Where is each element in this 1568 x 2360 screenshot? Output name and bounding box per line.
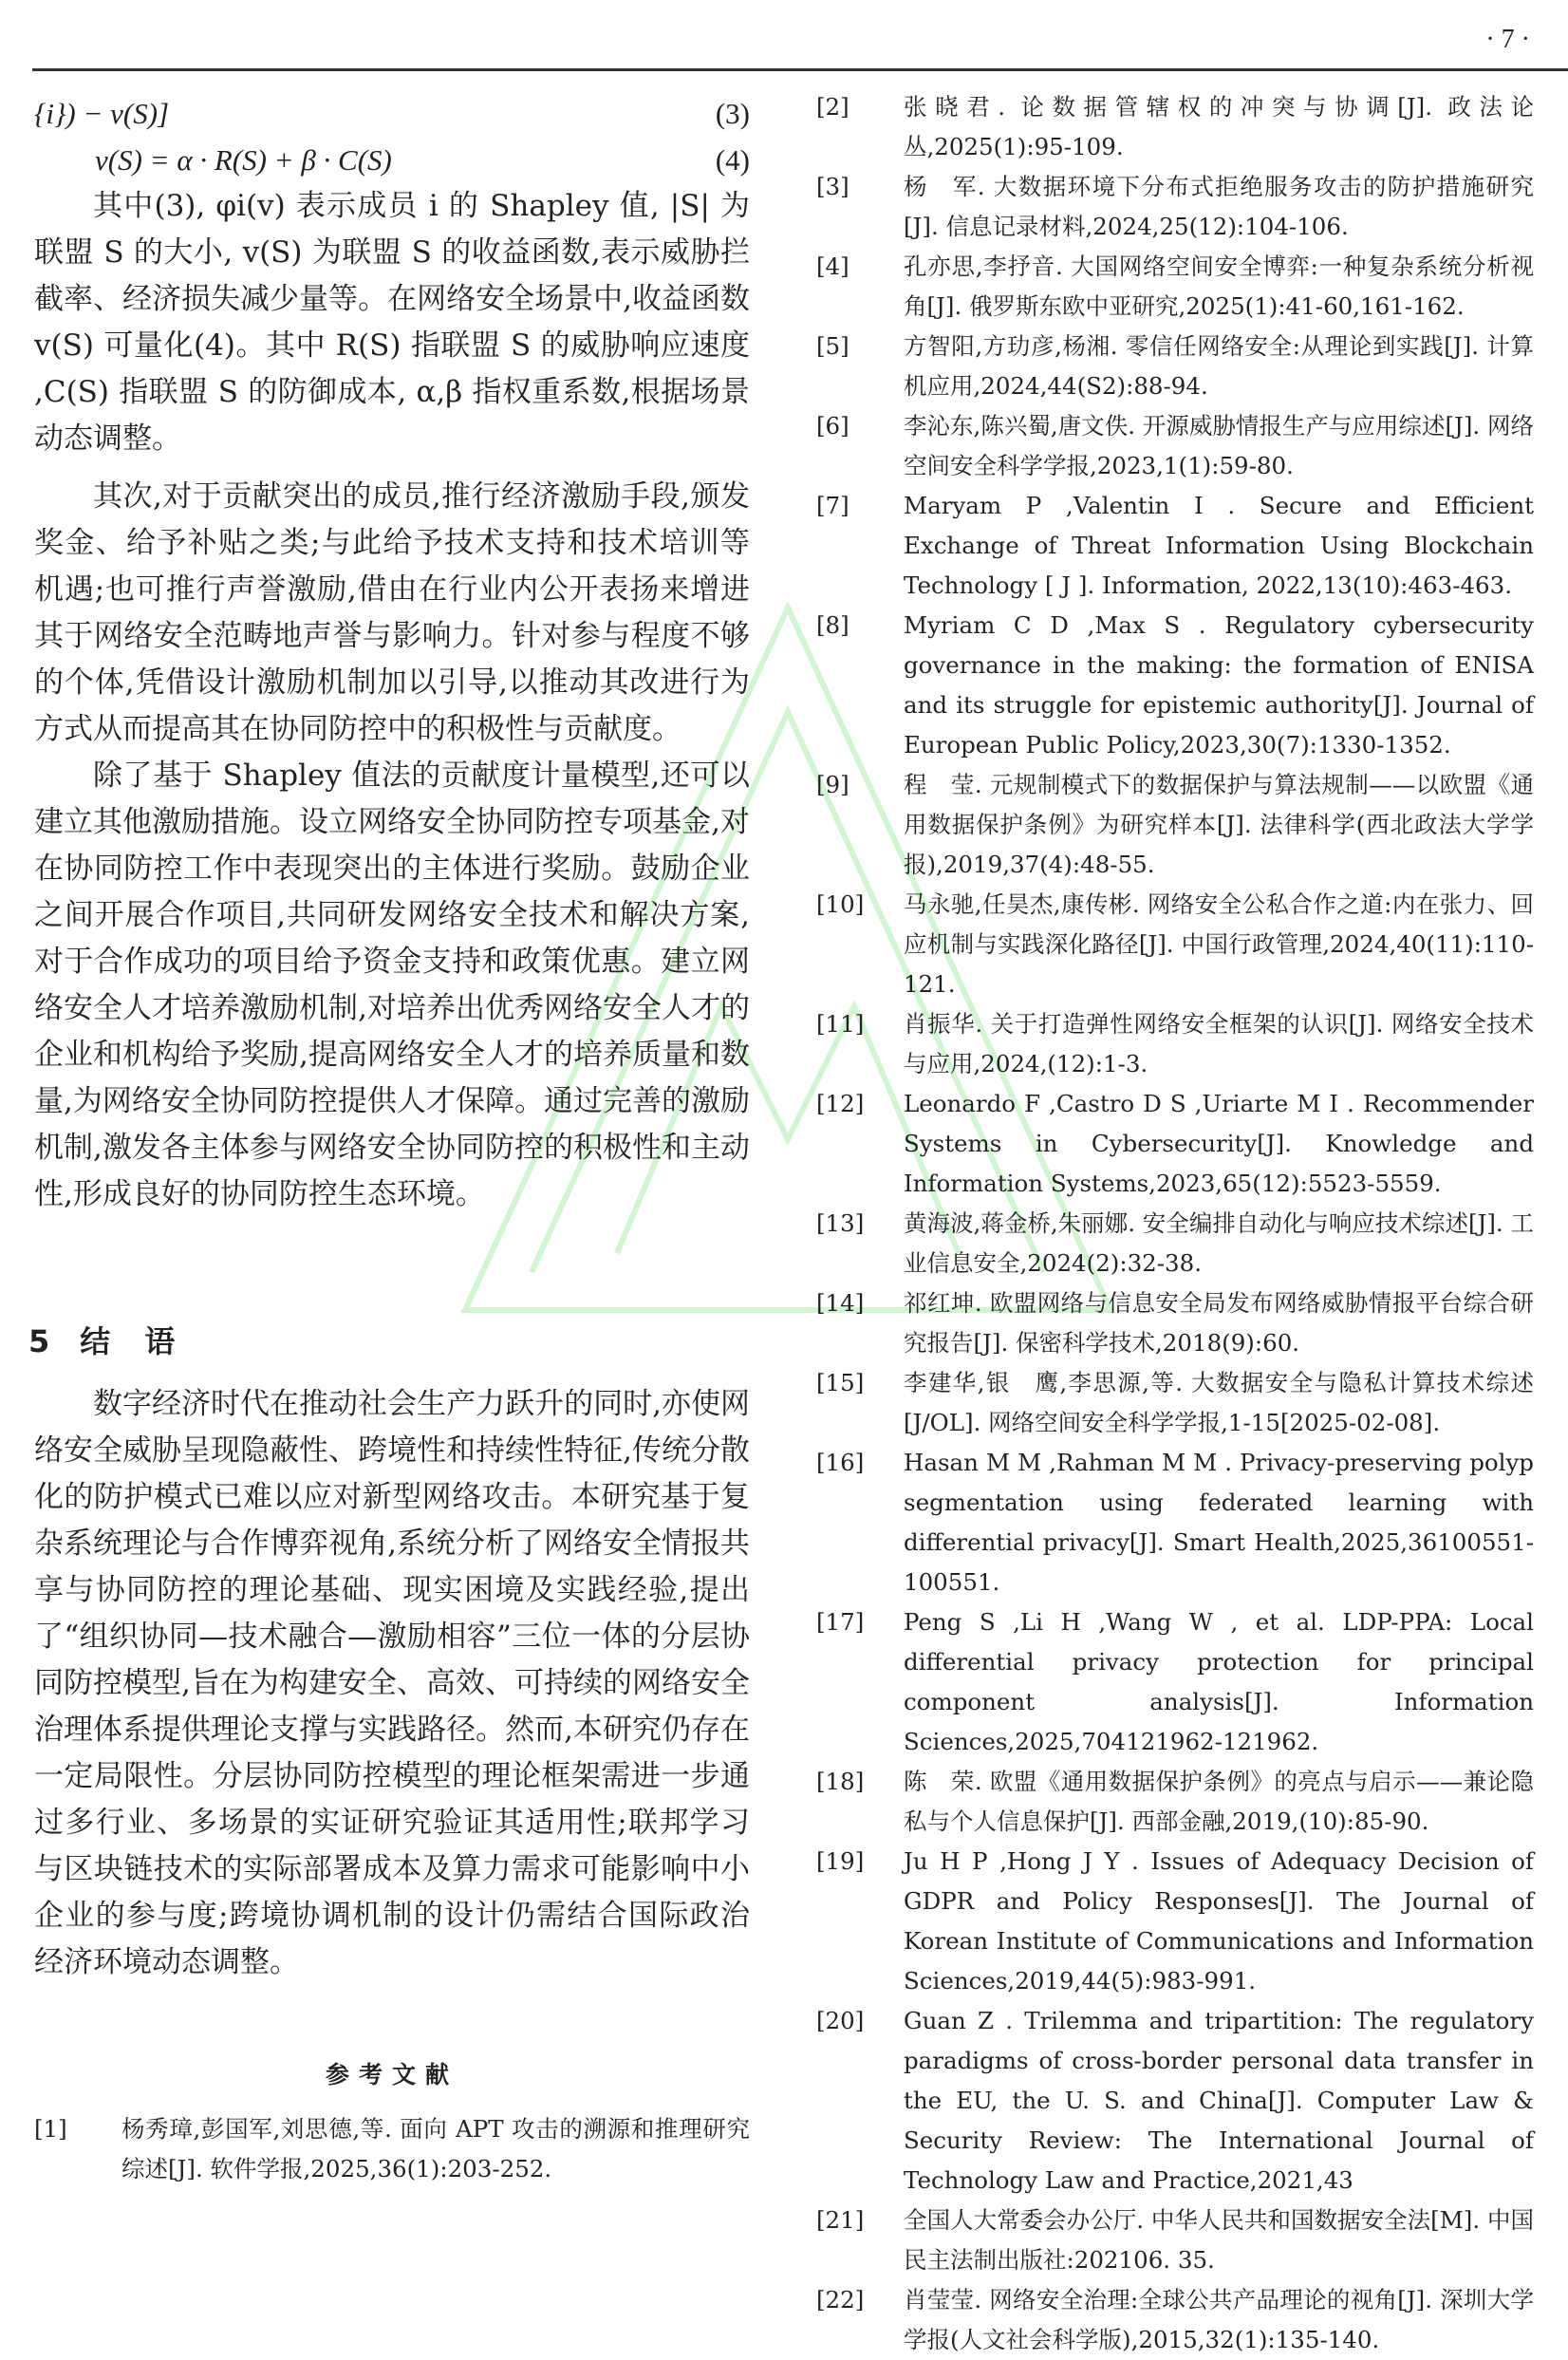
reference-number: [21] <box>816 2206 865 2234</box>
reference-text: 陈 荣. 欧盟《通用数据保护条例》的亮点与启示——兼论隐私与个人信息保护[J]. 西部金融,2019,(10):85-90. <box>904 1768 1534 1835</box>
reference-item <box>816 1363 1534 1443</box>
reference-item <box>816 606 1534 765</box>
reference-item <box>816 2201 1534 2280</box>
equation-4: v(S) = α · R(S) + β · C(S) (4) <box>95 143 750 177</box>
reference-item <box>816 1004 1534 1084</box>
reference-item <box>816 1084 1534 1204</box>
reference-text: 张晓君. 论数据管辖权的冲突与协调[J]. 政法论丛,2025(1):95-109. <box>904 93 1534 160</box>
paragraph: 除了基于 Shapley 值法的贡献度计量模型,还可以建立其他激励措施。设立网络安全协同防控专项基金,对在协同防控工作中表现突出的主体进行奖励。鼓励企业之间开展合作项目,共同研发网络安全技术和解决方案,对于合作成功的项目给予资金支持和政策优惠。建立网络安全人才培养激励机制,对培养出优秀网络安全人才的企业和机构给予奖励,提高网络安全人才的培养质量和数量,为网络安全协同防控提供人才保障。通过完善的激励机制,激发各主体参与网络安全协同防控的积极性和主动性,形成良好的协同防控生态环境。 <box>34 759 750 1211</box>
reference-item <box>816 486 1534 606</box>
reference-text: 黄海波,蒋金桥,朱丽娜. 安全编排自动化与响应技术综述[J]. 工业信息安全,2024(2):32-38. <box>904 1209 1534 1277</box>
reference-item <box>816 327 1534 406</box>
reference-text: 肖莹莹. 网络安全治理:全球公共产品理论的视角[J]. 深圳大学学报(人文社会科学版),2015,32(1):135-140. <box>904 2286 1534 2353</box>
reference-item <box>816 406 1534 486</box>
reference-text: 肖振华. 关于打造弹性网络安全框架的认识[J]. 网络安全技术与应用,2024,(12):1-3. <box>904 1010 1534 1077</box>
reference-text: 孔亦思,李抒音. 大国网络空间安全博弈:一种复杂系统分析视角[J]. 俄罗斯东欧中亚研究,2025(1):41-60,161-162. <box>904 253 1534 320</box>
reference-number: [22] <box>816 2286 865 2313</box>
reference-number: [19] <box>816 1847 865 1875</box>
reference-number: [16] <box>816 1449 865 1476</box>
page-number: · 7 · <box>1485 25 1530 54</box>
reference-item <box>816 1283 1534 1363</box>
reference-text: Ju H P ,Hong J Y . Issues of Adequacy Decision of GDPR and Policy Responses[J]. The Journal of Korean Institute of Communications and Information Sciences,2019,44(5):983-991. <box>904 1847 1534 1995</box>
reference-item <box>816 1602 1534 1762</box>
equation-3: {i}) − v(S)] (3) <box>34 97 750 130</box>
reference-text: 祁红坤. 欧盟网络与信息安全局发布网络威胁情报平台综合研究报告[J]. 保密科学技术,2018(9):60. <box>904 1289 1534 1357</box>
conclusion-block <box>34 1381 750 1986</box>
reference-item <box>816 2280 1534 2360</box>
reference-item <box>816 1842 1534 2001</box>
reference-number: [4] <box>816 253 849 280</box>
reference-item <box>816 2001 1534 2201</box>
reference-text: Guan Z . Trilemma and tripartition: The regulatory paradigms of cross-border personal data transfer in the EU, the U. S. and China[J]. Computer Law & Security Review: The International Journal of Technology Law and Practice,2021,43 <box>904 2007 1534 2194</box>
reference-text: 马永驰,任昊杰,康传彬. 网络安全公私合作之道:内在张力、回应机制与实践深化路径[J]. 中国行政管理,2024,40(11):110-121. <box>904 890 1534 998</box>
reference-text: 李沁东,陈兴蜀,唐文佚. 开源威胁情报生产与应用综述[J]. 网络空间安全科学学报,2023,1(1):59-80. <box>904 412 1534 479</box>
reference-1 <box>34 2109 750 2189</box>
reference-number: [18] <box>816 1768 865 1795</box>
reference-text: 程 莹. 元规制模式下的数据保护与算法规制——以欧盟《通用数据保护条例》为研究样本[J]. 法律科学(西北政法大学学报),2019,37(4):48-55. <box>904 771 1534 878</box>
reference-number: [15] <box>816 1369 865 1396</box>
reference-text: 杨 军. 大数据环境下分布式拒绝服务攻击的防护措施研究[J]. 信息记录材料,2024,25(12):104-106. <box>904 173 1534 240</box>
reference-text: 李建华,银 鹰,李思源,等. 大数据安全与隐私计算技术综述[J/OL]. 网络空间安全科学学报,1-15[2025-02-08]. <box>904 1369 1534 1436</box>
reference-item: [1] 杨秀璋,彭国军,刘思德,等. 面向 APT 攻击的溯源和推理研究综述[J]. 软件学报,2025,36(1):203-252. <box>34 2115 750 2182</box>
reference-text: Leonardo F ,Castro D S ,Uriarte M I . Recommender Systems in Cybersecurity[J]. Knowledge and Information Systems,2023,65(12):5523-5559. <box>904 1090 1534 1197</box>
reference-number: [11] <box>816 1010 865 1038</box>
reference-item <box>816 1443 1534 1602</box>
reference-number: [17] <box>816 1608 865 1636</box>
reference-text: Hasan M M ,Rahman M M . Privacy-preserving polyp segmentation using federated learning with differential privacy[J]. Smart Health,2025,36100551-100551. <box>904 1449 1534 1596</box>
reference-text: 方智阳,方玏彦,杨湘. 零信任网络安全:从理论到实践[J]. 计算机应用,2024,44(S2):88-94. <box>904 332 1534 400</box>
reference-item <box>816 1762 1534 1842</box>
reference-number: [2] <box>816 93 849 121</box>
reference-item <box>816 885 1534 1004</box>
reference-text: 全国人大常委会办公厅. 中华人民共和国数据安全法[M]. 中国民主法制出版社:202106. 35. <box>904 2206 1534 2274</box>
reference-text: Maryam P ,Valentin I . Secure and Efficient Exchange of Threat Information Using Blockchain Technology [ J ]. Information, 2022,13(10):463-463. <box>904 492 1534 599</box>
reference-item <box>816 87 1534 167</box>
reference-number: [10] <box>816 890 865 918</box>
reference-number: [5] <box>816 332 849 360</box>
reference-item <box>816 1204 1534 1283</box>
reference-number: [20] <box>816 2007 865 2034</box>
reference-number: [8] <box>816 611 849 639</box>
header-rule <box>32 68 1568 71</box>
reference-item <box>816 765 1534 885</box>
paragraph: 其次,对于贡献突出的成员,推行经济激励手段,颁发奖金、给予补贴之类;与此给予技术支持和技术培训等机遇;也可推行声誉激励,借由在行业内公开表扬来增进其于网络安全范畴地声誉与影响力。针对参与程度不够的个体,凭借设计激励机制加以引导,以推动其改进行为方式从而提高其在协同防控中的积极性与贡献度。 <box>34 479 750 746</box>
reference-number: [9] <box>816 771 849 798</box>
paragraph: 其中(3), φi(v) 表示成员 i 的 Shapley 值, |S| 为联盟 S 的大小, v(S) 为联盟 S 的收益函数,表示威胁拦截率、经济损失减少量等。在网络安全场景中,收益函数 v(S) 可量化(4)。其中 R(S) 指联盟 S 的威胁响应速度 ,C(S) 指联盟 S 的防御成本, α,β 指权重系数,根据场景动态调整。 <box>34 189 750 456</box>
reference-number: [6] <box>816 412 849 440</box>
reference-number: [7] <box>816 492 849 519</box>
reference-number: [3] <box>816 173 849 200</box>
section-heading: 5 结 语 <box>28 1323 177 1359</box>
left-column-upper <box>34 90 750 1218</box>
reference-item <box>816 247 1534 327</box>
conclusion-paragraph: 数字经济时代在推动社会生产力跃升的同时,亦使网络安全威胁呈现隐蔽性、跨境性和持续性特征,传统分散化的防护模式已难以应对新型网络攻击。本研究基于复杂系统理论与合作博弈视角,系统分析了网络安全情报共享与协同防控的理论基础、现实困境及实践经验,提出了“组织协同—技术融合—激励相容”三位一体的分层协同防控模型,旨在为构建安全、高效、可持续的网络安全治理体系提供理论支撑与实践路径。然而,本研究仍存在一定局限性。分层协同防控模型的理论框架需进一步通过多行业、多场景的实证研究验证其适用性;联邦学习与区块链技术的实际部署成本及算力需求可能影响中小企业的参与度;跨境协调机制的设计仍需结合国际政治经济环境动态调整。 <box>34 1387 750 1979</box>
reference-number: [14] <box>816 1289 865 1317</box>
reference-item <box>816 167 1534 247</box>
references-list <box>816 87 1534 2360</box>
reference-number: [12] <box>816 1090 865 1117</box>
references-title: 参考文献 <box>325 2061 458 2088</box>
reference-number: [13] <box>816 1209 865 1237</box>
reference-text: Myriam C D ,Max S . Regulatory cybersecurity governance in the making: the formation of ENISA and its struggle for epistemic authority[J]. Journal of European Public Policy,2023,30(7):1330-1352. <box>904 611 1534 759</box>
reference-text: Peng S ,Li H ,Wang W , et al. LDP-PPA: Local differential privacy protection for principal component analysis[J]. Information Sciences,2025,704121962-121962. <box>904 1608 1534 1755</box>
